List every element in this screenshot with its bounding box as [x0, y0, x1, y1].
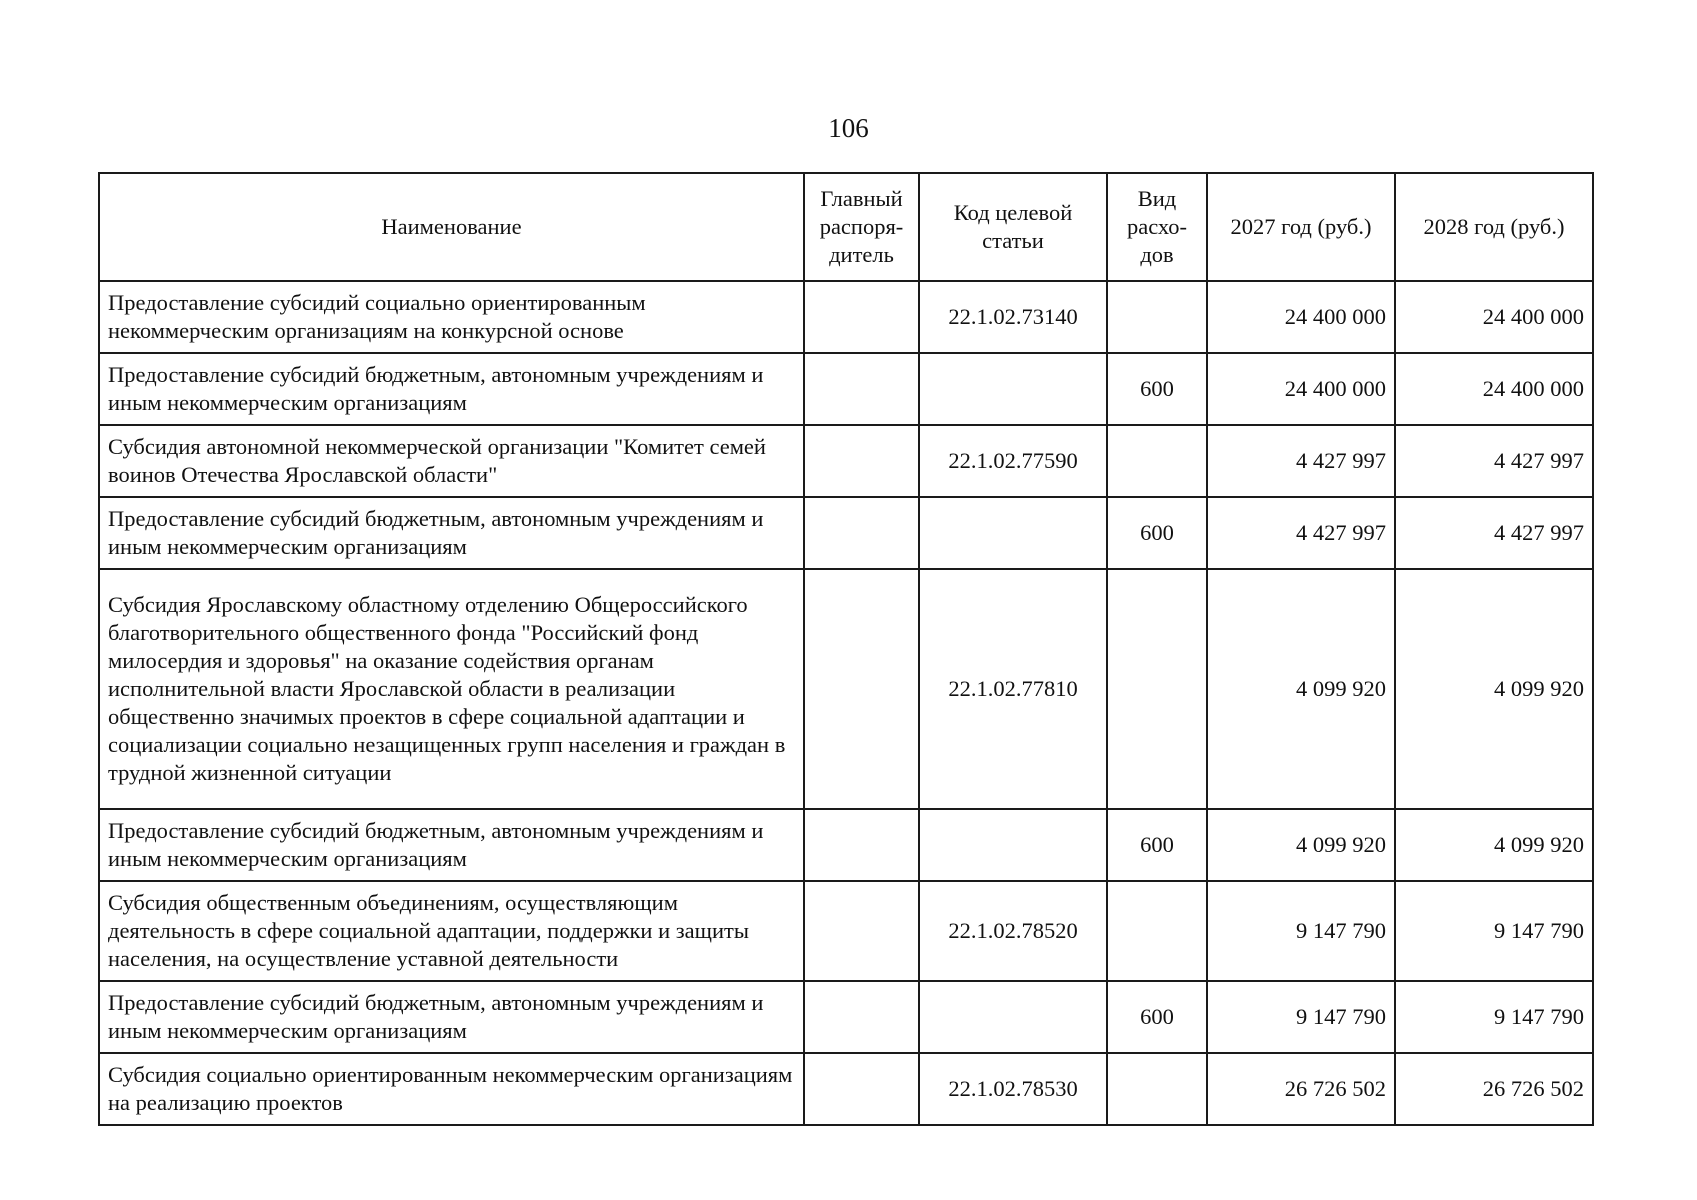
cell-code: 22.1.02.77590 — [919, 425, 1107, 497]
header-year1: 2027 год (руб.) — [1207, 173, 1395, 281]
cell-admin — [804, 353, 919, 425]
cell-year2: 24 400 000 — [1395, 353, 1593, 425]
cell-kind — [1107, 1053, 1207, 1125]
cell-name: Предоставление субсидий социально ориентированным некоммерческим организациям на конкурсной основе — [99, 281, 804, 353]
cell-admin — [804, 281, 919, 353]
cell-name: Субсидия социально ориентированным некоммерческим организациям на реализацию проектов — [99, 1053, 804, 1125]
cell-code: 22.1.02.73140 — [919, 281, 1107, 353]
cell-admin — [804, 425, 919, 497]
cell-kind — [1107, 881, 1207, 981]
cell-year1: 9 147 790 — [1207, 981, 1395, 1053]
cell-year2: 9 147 790 — [1395, 981, 1593, 1053]
cell-kind — [1107, 425, 1207, 497]
header-code: Код целевой статьи — [919, 173, 1107, 281]
header-kind: Вид расхо-дов — [1107, 173, 1207, 281]
header-name: Наименование — [99, 173, 804, 281]
page-number: 106 — [828, 113, 869, 143]
cell-kind: 600 — [1107, 353, 1207, 425]
cell-code: 22.1.02.78520 — [919, 881, 1107, 981]
cell-admin — [804, 809, 919, 881]
cell-name: Предоставление субсидий бюджетным, автономным учреждениям и иным некоммерческим организациям — [99, 809, 804, 881]
cell-name: Предоставление субсидий бюджетным, автономным учреждениям и иным некоммерческим организациям — [99, 981, 804, 1053]
cell-kind: 600 — [1107, 809, 1207, 881]
cell-year1: 4 427 997 — [1207, 497, 1395, 569]
cell-admin — [804, 569, 919, 809]
cell-admin — [804, 881, 919, 981]
cell-admin — [804, 1053, 919, 1125]
cell-name: Субсидия Ярославскому областному отделению Общероссийского благотворительного общественного фонда "Российский фонд милосердия и здоровья" на оказание содействия органам исполнительной власти Ярославской области в реализации общественно значимых проектов в сфере социальной адаптации и социализации социально незащищенных групп населения и граждан в трудной жизненной ситуации — [99, 569, 804, 809]
cell-name: Предоставление субсидий бюджетным, автономным учреждениям и иным некоммерческим организациям — [99, 353, 804, 425]
cell-code — [919, 981, 1107, 1053]
cell-code: 22.1.02.77810 — [919, 569, 1107, 809]
cell-code — [919, 809, 1107, 881]
table-row — [99, 809, 1593, 881]
cell-name: Субсидия общественным объединениям, осуществляющим деятельность в сфере социальной адаптации, поддержки и защиты населения, на осуществление уставной деятельности — [99, 881, 804, 981]
cell-admin — [804, 497, 919, 569]
cell-year1: 9 147 790 — [1207, 881, 1395, 981]
budget-table — [98, 172, 1594, 1126]
table-header-row — [99, 173, 1593, 281]
cell-admin — [804, 981, 919, 1053]
table-row — [99, 425, 1593, 497]
table-row — [99, 1053, 1593, 1125]
cell-name: Предоставление субсидий бюджетным, автономным учреждениям и иным некоммерческим организациям — [99, 497, 804, 569]
cell-kind: 600 — [1107, 981, 1207, 1053]
cell-code — [919, 497, 1107, 569]
cell-year1: 26 726 502 — [1207, 1053, 1395, 1125]
table-row — [99, 281, 1593, 353]
table-row — [99, 881, 1593, 981]
cell-year2: 24 400 000 — [1395, 281, 1593, 353]
cell-year1: 4 427 997 — [1207, 425, 1395, 497]
cell-year1: 24 400 000 — [1207, 353, 1395, 425]
cell-name: Субсидия автономной некоммерческой организации "Комитет семей воинов Отечества Ярославской области" — [99, 425, 804, 497]
cell-code: 22.1.02.78530 — [919, 1053, 1107, 1125]
cell-year2: 4 427 997 — [1395, 497, 1593, 569]
cell-year2: 9 147 790 — [1395, 881, 1593, 981]
cell-kind: 600 — [1107, 497, 1207, 569]
cell-year1: 4 099 920 — [1207, 569, 1395, 809]
table-row — [99, 981, 1593, 1053]
table-row — [99, 569, 1593, 809]
cell-year1: 4 099 920 — [1207, 809, 1395, 881]
cell-year2: 4 099 920 — [1395, 569, 1593, 809]
cell-year2: 4 099 920 — [1395, 809, 1593, 881]
header-year2: 2028 год (руб.) — [1395, 173, 1593, 281]
table-row — [99, 497, 1593, 569]
table-row — [99, 353, 1593, 425]
header-admin: Главный распоря-дитель — [804, 173, 919, 281]
cell-year2: 26 726 502 — [1395, 1053, 1593, 1125]
cell-code — [919, 353, 1107, 425]
cell-year1: 24 400 000 — [1207, 281, 1395, 353]
cell-year2: 4 427 997 — [1395, 425, 1593, 497]
cell-kind — [1107, 569, 1207, 809]
cell-kind — [1107, 281, 1207, 353]
